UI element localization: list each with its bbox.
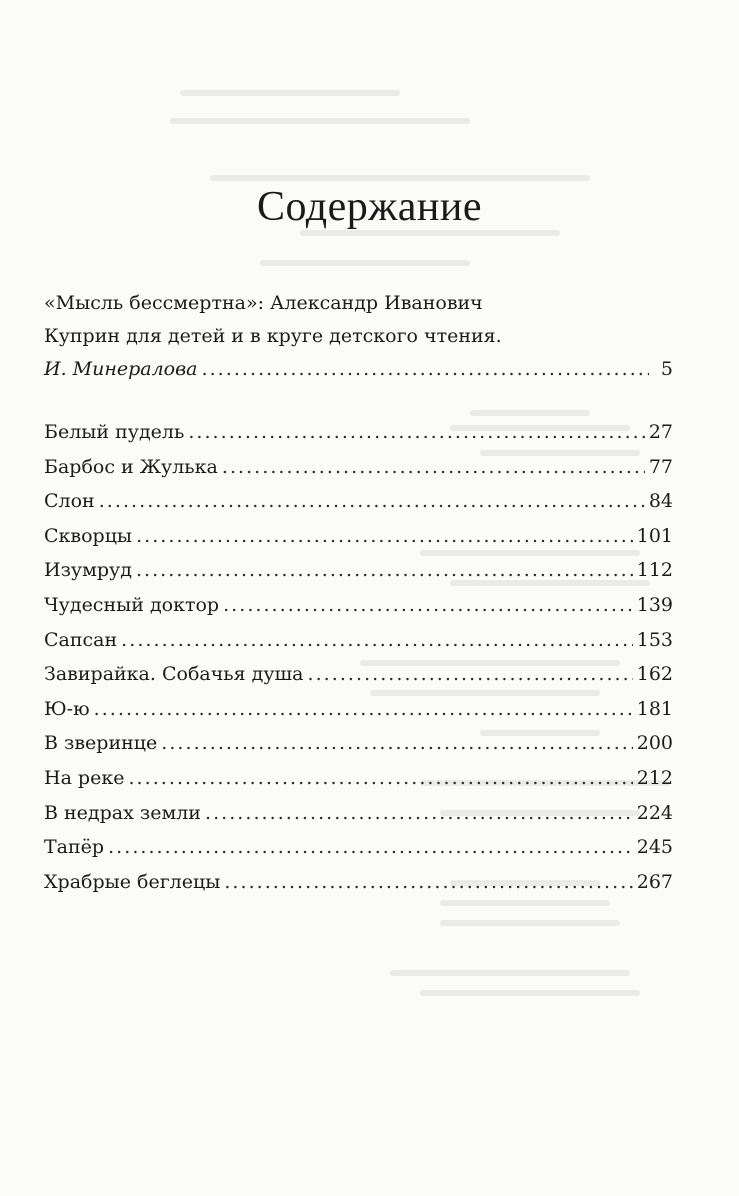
toc-entry: [44, 830, 673, 865]
toc-entry-title: Изумруд: [44, 559, 132, 582]
dot-leader: [202, 353, 649, 386]
intro-line-2: Куприн для детей и в круге детского чтения.: [44, 325, 502, 347]
page-title: Содержание: [256, 184, 483, 231]
dot-leader: [108, 830, 633, 865]
dot-leader: [224, 865, 632, 900]
toc-entry: [44, 865, 673, 900]
toc-entry: [44, 761, 673, 796]
toc-entry-page: 224: [636, 801, 673, 824]
toc-entry: [44, 588, 673, 623]
toc-entry-title: На реке: [44, 766, 125, 789]
toc-entry-title: Храбрые беглецы: [44, 870, 221, 893]
toc-entry-title: Сапсан: [44, 628, 118, 651]
dot-leader: [94, 692, 633, 727]
toc-list: [44, 415, 673, 899]
intro-author: И. Минералова: [44, 358, 198, 380]
toc-entry-page: 27: [648, 421, 673, 443]
dot-leader: [205, 796, 633, 831]
toc-entry: [44, 415, 673, 450]
dot-leader: [308, 657, 633, 692]
dot-leader: [136, 553, 633, 588]
toc-entry-title: Тапёр: [44, 836, 105, 859]
dot-leader: [188, 415, 645, 450]
toc-entry-title: Чудесный доктор: [44, 593, 220, 616]
toc-entry: [44, 519, 673, 554]
toc-entry-page: 162: [636, 663, 673, 686]
dot-leader: [222, 450, 645, 485]
toc-entry-title: Завирайка. Собачья душа: [44, 663, 304, 686]
toc-entry-page: 245: [636, 836, 673, 859]
dot-leader: [121, 623, 633, 658]
dot-leader: [136, 519, 633, 554]
intro-line-1: «Мысль бессмертна»: Александр Иванович: [44, 292, 483, 314]
dot-leader: [128, 761, 632, 796]
toc-entry-page: 267: [636, 870, 673, 893]
toc-entry: [44, 484, 673, 519]
toc-entry-title: Скворцы: [44, 524, 133, 547]
toc-entry-page: 181: [636, 697, 673, 720]
toc-entry-page: 112: [636, 559, 673, 582]
toc-entry-title: В недрах земли: [44, 801, 201, 824]
toc-entry-page: 77: [648, 455, 673, 478]
toc-entry: [44, 657, 673, 692]
intro-page-number: 5: [660, 358, 673, 380]
toc-entry-page: 84: [648, 490, 673, 513]
toc-entry: [44, 450, 673, 485]
intro-author-row: [44, 353, 673, 386]
toc-entry-title: Барбос и Жулька: [44, 455, 218, 478]
toc-entry-page: 153: [636, 628, 673, 651]
toc-entry: [44, 553, 673, 588]
toc-entry-page: 139: [636, 593, 673, 616]
toc-entry-page: 212: [636, 766, 673, 789]
toc-entry: [44, 726, 673, 761]
toc-entry-title: В зверинце: [44, 732, 158, 755]
dot-leader: [161, 726, 632, 761]
toc-entry-page: 200: [636, 732, 673, 755]
dot-leader: [223, 588, 633, 623]
toc-entry: [44, 692, 673, 727]
toc-entry-title: Белый пудель: [44, 421, 185, 443]
toc-entry-title: Слон: [44, 490, 95, 513]
toc-entry-title: Ю-ю: [44, 697, 90, 720]
toc-entry: [44, 796, 673, 831]
intro-entry: [44, 287, 673, 386]
toc-entry-page: 101: [636, 524, 673, 547]
toc-entry: [44, 623, 673, 658]
dot-leader: [99, 484, 645, 519]
